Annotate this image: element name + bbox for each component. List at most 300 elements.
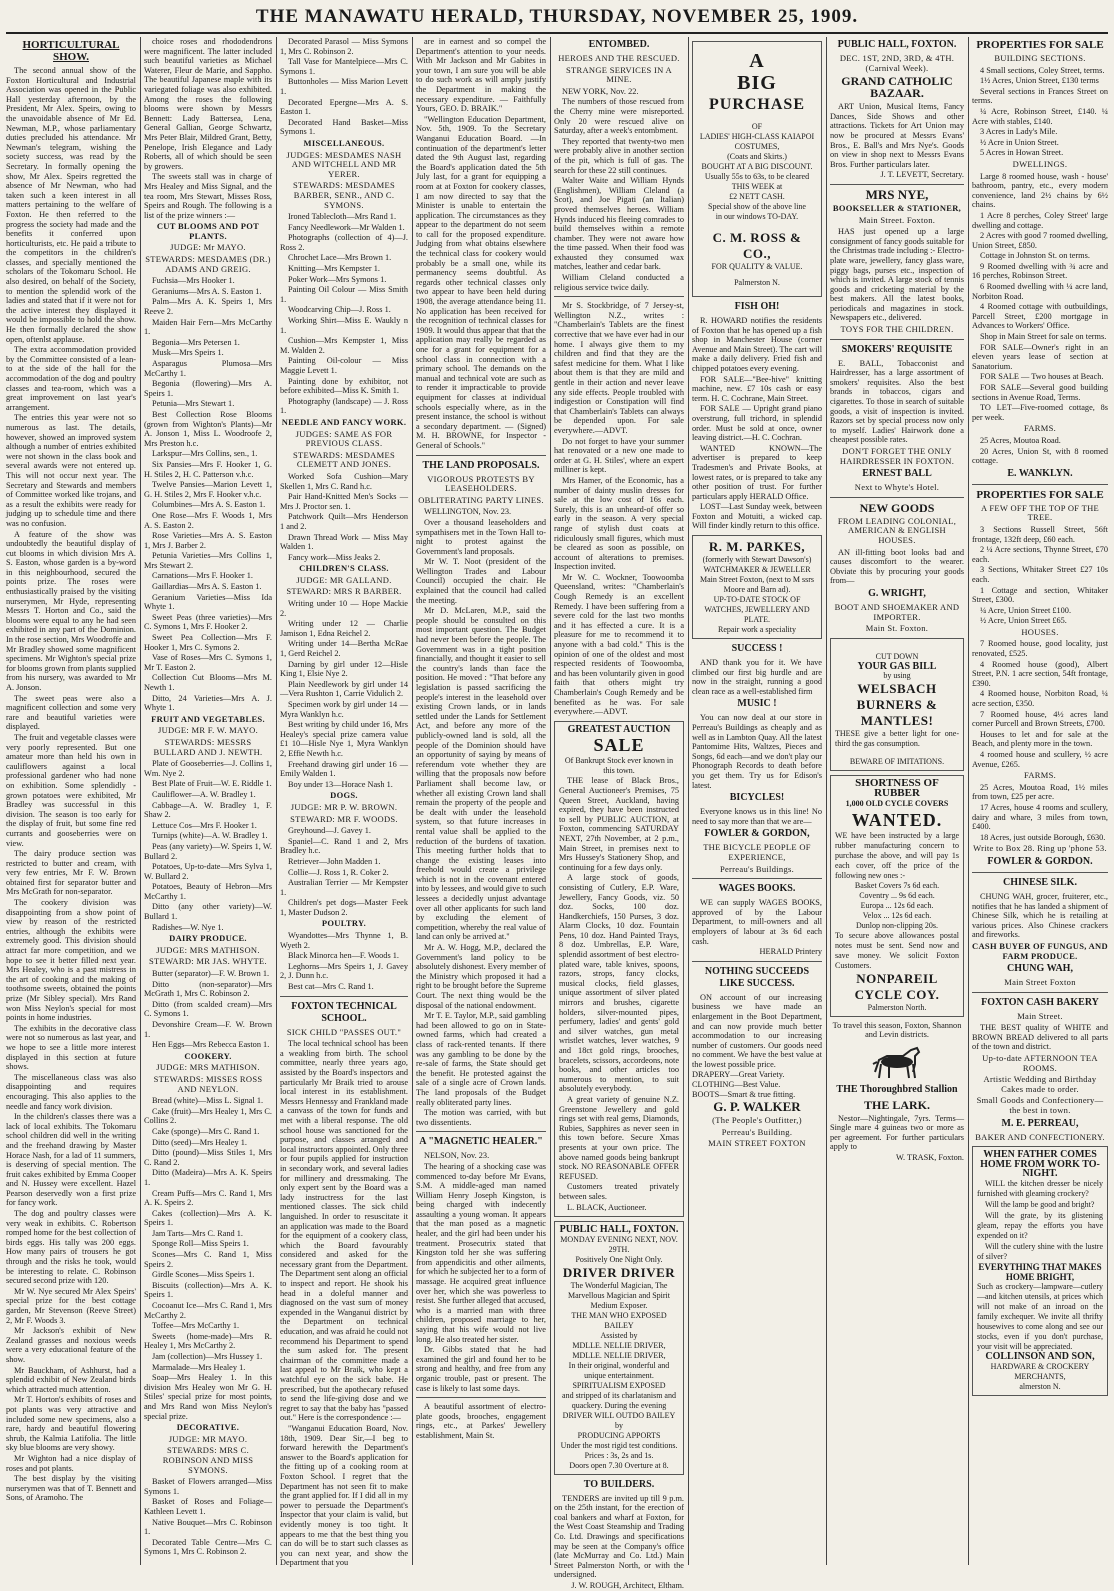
property-item: FOR SALE — Two houses at Beach. [980, 372, 1104, 382]
prize-entry: Working Shirt—Miss E. Waukly n 1. [280, 316, 408, 335]
travel-text: To travel this season, Foxton, Shannon and Levin districts. [832, 1020, 962, 1040]
prize-entry: Lettuce Cos—Mrs F. Hooker 1. [152, 820, 257, 830]
few-heading: A FEW OFF THE TOP OF THE TREE. [980, 502, 1100, 523]
property-item: Cottage in Johnston St. on terms. [980, 251, 1090, 261]
col4-top: are in earnest and so compel the Department's attention to your needs. With Mr Jackson and Mr Gabites in your town, I am sure you will be able to do such work as will amply justify the Department in making the necessary expenditure. — Faithfully Yours, GEO. D. BRAIK." [416, 37, 546, 114]
section-judge: JUDGE: MR GALLAND. [296, 574, 392, 585]
article-paragraph: WELLINGTON, Nov. 23. [424, 507, 512, 517]
land-proposals-heading: THE LAND PROPOSALS. [422, 459, 540, 471]
column-divider [826, 37, 827, 1565]
bakery-cake: Artistic Wedding and Birthday Cakes made to order. [983, 1074, 1097, 1094]
small-ads [692, 375, 822, 532]
prize-entry: Writing under 14—Bertha McRae 1, Gerd Reichel 2. [280, 639, 408, 659]
prize-entry: Greyhound—J. Gavey 1. [288, 826, 371, 836]
article-paragraph: NELSON, Nov. 23. [424, 1151, 490, 1161]
builders-sign: J. W. ROUGH, Architect, Eltham. [571, 1581, 684, 1591]
music-heading: MUSIC ! [737, 698, 777, 710]
column-4 [416, 37, 546, 1565]
fish-text: R. HOWARD notifies the residents of Foxton that he has opened up a fish shop in Manchester House (corner Avenue and Main Street). The cart will make a daily delivery. Fried fish and chipped potatoes every evening. [692, 316, 822, 373]
article-paragraph: "Wellington Education Department, Nov. 5th, 1909. To the Secretary Wanganui Education Board. —In continuation of the department's letter dated the 9th August last, regarding the Board's application dated the 5th July last, for a grant for equipping a room at at Foxton for cookery classes, I am now directed to say that the Minister is unable to entertain the application. The circumstances as they appear to the department do not seem to call for the proposed expenditure. Judging from what obtains elsewhere the technical class for cookery would probably be a small one, while its permanency seems doubtful. As regards other technical classes only two appear to have been held during 1908, the average attendance being 11. No application has been received for the recognition of technical classes for 1909. It would thus appear that that the application may really be regarded as one for a grant for equipment for a school class in connection with a primary school. The demands on the manual and technical vote are such as to render it impracticable to provide equipment for classes at individual schools especially where, as in the present instance, the school is without a secondary department. — (Signed) M. H. BROWNE, for Inspector - General of Schools." [416, 114, 546, 450]
column-7 [830, 37, 964, 1565]
houses-list [972, 639, 1108, 769]
column-divider [412, 37, 413, 1565]
wanklyn-name: E. WANKLYN. [1007, 467, 1073, 479]
property-item: 1½ Acres, Union Street, £130 terms [980, 76, 1099, 86]
prize-entry: Geraniums—Mrs A. S. Easton 1. [152, 286, 262, 296]
section-title: POULTRY. [321, 918, 367, 929]
prize-entry: Knitting—Mrs Kempster 1. [288, 264, 380, 274]
property-item: 25 Acres, Moutoa Road, 1½ miles from town, £25 per acre. [972, 782, 1108, 802]
prize-entry: Leghorns—Mrs Speirs 1, J. Gavey 2, J. Dunn h.c. [280, 961, 408, 981]
divider [416, 1397, 546, 1398]
dwellings-heading: DWELLINGS. [1012, 158, 1068, 169]
tyre-item: Coventry ... 9s 6d each. [859, 890, 935, 900]
horticultural-heading: HORTICULTURAL SHOW. [22, 39, 120, 63]
auction-paragraph: THE lease of Black Bros., General Auctioneer's Premises, 75 Queen Street, Auckland, having expired, they have been instructed to sell by PUBLIC AUCTION, at Foxton, commencing SATURDAY NEXT, 27th November, at 2 p.m., Main Street, in premises next to Mrs Hussey's Stationery Shop, and continuing for a few days only. [559, 776, 679, 872]
prize-entry: Woodcarving Chip—J. Ross 1. [288, 305, 391, 315]
bazaar-dates: DEC. 1ST, 2ND, 3RD, & 4TH. (Carnival Week). [839, 53, 955, 73]
article-paragraph: The fruit and vegetable classes were very poorly represented. But one amateur more than held his own in cauliflowers against a local professional gardener who had none on exhibition. Some splendidly - grown potatoes were exhibited, Mr Bradley was successful in this division. The season is too early for the display of fruit, but some fine red currants and gooseberries were on view. [6, 732, 136, 848]
property-item: Large 8 roomed house, wash - house' bathroom, pantry, etc., every modern convenience, land 2½ chains by 6½ chains. [972, 171, 1108, 210]
section-stewards: STEWARDS: MESSRS BULLARD AND J. NEWTH. [153, 736, 263, 757]
welsbach-advert [830, 638, 964, 772]
auction-paragraph: A large stock of goods, consisting of Cutlery, E.P. Ware, Jewellery, Fancy Goods, viz. 50 doz. Socks, 100 doz. Handkerchiefs, 150 Purses, 3 doz. Alarm Clocks, 10 doz. Fountain Pens, 10 doz. Hand Painted Trays, 8 doz. Umbrellas, E.P. Ware, splendid assortment of best electro-plated ware, table knives, spoons, razors, strops, fancy clocks, musical clocks, field glasses, unique assortment of silver plated mirrors and brushes, cigarette holders, silver-mounted pipes, perfumery, ladies' and gents' gold and silver watches, gun metal wristlet watches, lever watches, 9 and 18ct gold rings, brooches, bracelets, scissors, accordeons, note books, and other articles too numerous to mention, to suit absolutely everybody. [559, 873, 679, 1094]
small-ad: FOR SALE — Upright grand piano overstrung, full trichord, in splendid order. Must be sold at once, owner leaving district.—H. C. Cochran. [692, 404, 822, 443]
decorative-items [280, 37, 408, 137]
new-goods-sub: FROM LEADING COLONIAL, AMERICAN & ENGLISH HOUSES. [837, 515, 957, 545]
article-paragraph: They reported that twenty-two men were probably alive in another section of the pit, which is full of gas. The search for these 22 still continues. [554, 136, 684, 175]
article-paragraph: The hearing of a shocking case was commenced to-day before Mr Evans, S.M. A middle-aged man named William Henry Joseph Kingston, is being charged with indecently assaulting a young woman. It appears that the man posed as a magnetic healer, and the girl had been under his treatment. Prosecutrix stated that Kingston told her she was suffering from appendicitis and other ailments, for which he subjected her to a form of massage. He acquired great influence over her, which she was powerless to resist. She further alleged that accused, who is a married man with three children, proposed marriage to her, saying that his wife would not live long. He also treated her sister. [416, 1161, 546, 1344]
building-heading: BUILDING SECTIONS. [994, 53, 1086, 63]
advert-paragraph: Mr W. C. Wockner, Toowoomba Queensland, writes: "Chamberlain's Cough Remedy is an excellent Remedy. I have been suffering from a severe cold for the last two months and it has effected a cure. It is a pleasure for me to recommend it to anyone with a bad cold." This is the opinion of one of the oldest and most respected residents of Toowoomba, and has been voluntarily given in good faith that others might try Chamberlain's Cough Remedy and be benefited as he was. For sale everywhere.—ADVT. [554, 572, 684, 717]
gas-bill: YOUR GAS BILL [857, 660, 937, 672]
prize-entry: Ironed Tablecloth—Mrs Rand 1. [288, 212, 397, 222]
prize-entry: Sweet Peas (three varieties)—Mrs C. Symons 1, Mrs F. Hooker 2. [144, 612, 272, 632]
ross-name: C. M. ROSS & CO., [712, 230, 802, 261]
prize-entry: Columbines—Mrs A. S. Easton 1. [152, 500, 266, 510]
section-title: NEEDLE AND FANCY WORK. [281, 416, 407, 427]
prize-entry: Butter (separator)—F. W. Brown 1. [152, 969, 270, 979]
prize-entry: Darning by girl under 12—Hisle King 1, Elsie Nye 2. [280, 659, 408, 679]
bazaar-title: GRAND CATHOLIC BAZAAR. [841, 74, 953, 101]
nye-addr: Main Street. Foxton. [858, 214, 936, 225]
father-heading: WHEN FATHER COMES HOME FROM WORK TO-NIGHT. [980, 1149, 1100, 1180]
bicycles-text: Everyone knows us in this line! No need to say more than that we are— [692, 807, 822, 826]
bazaar-hall: PUBLIC HALL, FOXTON. [837, 39, 957, 50]
fowler-gordon: FOWLER & GORDON. [987, 855, 1093, 867]
bakery-small: Small Goods and Confectionery—the best in town. [976, 1095, 1104, 1116]
section-judge: JUDGES: MESDAMES NASH AND WITCHELL AND MR YERER. [286, 149, 402, 179]
article-paragraph: The exhibits in the decorative class were not so numerous as last year, and we hope to see a little more interest displayed in this section at future shows. [6, 1023, 136, 1072]
section-title: DECORATIVE. [176, 1422, 240, 1433]
section-judge: JUDGE: MR F. W. MAYO. [157, 725, 258, 736]
hall-line: and stripped of its charlatanism and quackery. During the evening [562, 1390, 676, 1410]
divider [830, 497, 964, 498]
purchase-line: (Coats and Skirts.) [727, 152, 787, 161]
hall-line: Doors open 7.30 Overture at 8. [569, 1460, 669, 1470]
farms-list [972, 436, 1108, 466]
ernest-sub: Next to Whyte's Hotel. [854, 482, 940, 493]
prize-entry: Cocoanut Ice—Mrs C. Rand 1, Mrs McCarthy 2. [144, 1301, 272, 1320]
success-heading: SUCCESS ! [731, 643, 783, 655]
article-paragraph: The dairy produce section was restricted to butter and cream, with very few entries, Mr F. W. Brown obtained first for separator butter and Mrs McGrath for non-separator. [6, 849, 136, 897]
prize-list [144, 222, 272, 1557]
hall-line: SPIRITUALISM EXPOSED [572, 1380, 666, 1390]
nothing-list [692, 1070, 822, 1099]
horse-icon [867, 1042, 927, 1082]
prize-entry: Twelve Pansies—Marion Levett 1, G. H. Stiles 2, Mrs F. Hooker v.h.c. [144, 480, 272, 499]
prize-entry: Plain Needlework by girl under 14—Vera Rushton 1, Carrie Vidulich 2. [280, 679, 408, 699]
prize-entry: Toffee—Mrs McCarthy 1. [152, 1321, 240, 1331]
father-line: Will the cutlery shine with the lustre of silver? [977, 1242, 1103, 1261]
parkes-line: UP-TO-DATE STOCK OF WATCHES, JEWELLERY AND PLATE. [704, 595, 810, 625]
hall-line: The Wonderful Magician, The Marvellous Magician and Spirit Medium Exposer. [568, 1280, 670, 1310]
success-text: AND thank you for it. We have climbed our first big hurdle and are now in the straight, running a good clean race as a well-established firm [692, 658, 822, 696]
section-judge: JUDGE: MR MAYO. [168, 1433, 248, 1444]
prize-entry: Painting Oil-colour — Miss Maggie Levett 1. [280, 356, 408, 375]
smokers-text: E. BALL, Tobacconist and Hairdresser, has a large assortment of smokers' requisites. Also the best brands in tobaccos, cigars and cigarettes. To those in search of suitable goods, a visit of inspection is invited. Razors set by special process now only to myself. Ladies' Hairwork done a cheapest possible rates. [830, 358, 964, 445]
collinson-advert [972, 1146, 1108, 1396]
property-item: 5 Acres in Howan Street. [980, 148, 1064, 158]
divider [692, 961, 822, 962]
purchase-line: in our windows TO-DAY. [715, 212, 799, 221]
collinson-sub: HARDWARE & CROCKERY MERCHANTS, [990, 1361, 1090, 1381]
small-ad: WANTED KNOWN—The advertiser is prepared to keep Tradesmen's and Private Books, at lowest rates, or is prepared to take any other position of trust. For further particulars apply HERALD Office. [692, 443, 822, 501]
prize-entry: Cauliflower—A. W. Bradley 1. [152, 789, 256, 799]
prize-entry: Collection Cut Blooms—Mrs M. Newth 1. [144, 673, 272, 692]
prize-entry: Decorated Epergne—Mrs A. S. Easton 1. [280, 97, 408, 117]
masthead [0, 0, 1114, 30]
fish-heading: FISH OH! [734, 301, 780, 312]
nothing-item: CLOTHING—Best Value. [692, 1080, 781, 1090]
article-paragraph: Mr Wighton had a nice display of roses and pot plants. [6, 1453, 136, 1473]
parkes-advert: A beautiful assortment of electro-plate goods, brooches, engagement rings, etc., at Parkes' Jewellery establishment, Main St. [416, 1402, 546, 1440]
prize-entry: Cake (fruit)—Mrs Healey 1, Mrs C. Collins 2. [144, 1106, 272, 1126]
hall-line: PRODUCING APPORTS [577, 1430, 661, 1440]
prize-entry: Maiden Hair Fern—Mrs McCarthy 1. [144, 317, 272, 337]
prize-entry: Soap—Mrs Healey 1. In this division Mrs Healey won Mr G. H. Stiles' special prize for most points, and Mrs Rand won Miss Neylon's special prize. [144, 1373, 272, 1421]
prize-entry: Ditto (pound)—Miss Stiles 1, Mrs C. Rand 2. [144, 1148, 272, 1167]
property-item: Houses to let and for sale at the Beach, and plenty more in the town. [972, 729, 1108, 749]
prize-entry: Basket of Roses and Foliage—Kathleen Levett 1. [144, 1497, 272, 1516]
section-title: CHILDREN'S CLASS. [299, 563, 389, 574]
everything-heading: EVERYTHING THAT MAKES HOME BRIGHT, [978, 1262, 1102, 1282]
prize-entry: Scones—Mrs C. Rand 1, Miss Speirs 2. [144, 1250, 272, 1269]
fowler-addr: Perreau's Buildings. [719, 863, 795, 874]
big-purchase-advert [692, 41, 822, 297]
auction-text [559, 776, 679, 1212]
article-paragraph: "Wanganui Education Board, Nov. 18th, 1909. Dear Sir,—I beg to forward herewith the Department's answer to the Board's application for the fitting up of a cooking room at Foxton School. I regret that the Department has not seen fit to make the grant applied for. If I did all in my power to persuade the Department's Inspector that your claim is valid, but evidently money is too tight. It appears to me that the best thing you can do will be to start such classes as you can next year, and show the Department that you [280, 1423, 408, 1568]
prize-entry: Freehand drawing girl under 16 —Emily Walden 1. [280, 759, 408, 779]
prize-entry: Fuchsia—Mrs Hooker 1. [152, 276, 235, 286]
parkes-addr: Main Street Foxton, (next to M ssrs Moore and Barn ad). [700, 575, 814, 595]
shortness-heading: SHORTNESS OF RUBBER [855, 777, 939, 799]
section-judge: JUDGE: MRS MATHISON. [156, 944, 260, 955]
prize-entry: Children's pet dogs—Master Feek 1, Master Dudson 2. [280, 898, 408, 917]
father-line: Will the grate, by its glistening gleam, repay the efforts you have expended on it? [977, 1211, 1103, 1240]
hall-text [559, 1281, 679, 1471]
cut-down: CUT DOWN [875, 651, 919, 661]
prize-entry: Radishes—W. Nye 1. [152, 922, 224, 932]
prize-entry: Larkspur—Mrs Collins, sen., 1. [152, 449, 258, 459]
property-item: 7 Roomed house, good locality, just renovated, £525. [972, 639, 1108, 659]
prize-entry: Plate of Gooseberries—J. Collins 1, Wm. Nye 2. [144, 759, 272, 778]
small-ad: FOR SALE—"Bee-hive" knitting machine, new. £7 10s cash or easy term. H. C. Cochrane, Main Street. [692, 374, 822, 403]
houses-heading: HOUSES. [1021, 626, 1059, 637]
tyres-text: To secure above allowances postal notes must be sent. Send now and save money. We solicit Foxton Customers. [835, 930, 959, 970]
section-title: FRUIT AND VEGETABLES. [151, 713, 265, 724]
auction-heading: GREATEST AUCTION [567, 723, 671, 735]
masthead-title: THE MANAWATU HERALD, THURSDAY, NOVEMBER 25, 1909. [255, 6, 859, 27]
prize-entry: Ditto (Madeira)—Mrs A. K. Speirs 1. [144, 1168, 272, 1187]
masthead-rule [6, 32, 1108, 34]
big-purchase-word: BIG [737, 72, 777, 94]
column-1 [6, 37, 136, 1565]
section-judge: JUDGE: MRS MATHISON. [156, 1062, 260, 1073]
hall-driver: DRIVER DRIVER [562, 1264, 676, 1280]
public-hall-driver-advert [554, 1221, 684, 1475]
section-judge: JUDGE: MR P. W. BROWN. [290, 801, 398, 812]
article-paragraph: The extra accommodation provided by the Committee consisted of a lean-to at the side of the hall for the accommodation of the dog and poultry classes and tea-room, which was a great improvement on last year's arrangement. [6, 345, 136, 412]
tyre-item: Velox ... 12s 6d each. [862, 910, 932, 920]
column-6 [692, 37, 822, 1565]
prize-entry: Peas (any variety)—W. Speirs 1, W. Bullard 2. [144, 841, 272, 861]
property-item: 7 Roomed house, 4½ acres land corner Purcell and Brown Streets, £700. [972, 709, 1108, 729]
perreau-name: M. E. PERREAU, [1001, 1117, 1079, 1129]
purchase-line: Special show of the above line [708, 202, 806, 211]
prize-entry: Ditto (from scalded cream)—Mrs C. Symons 1. [144, 999, 272, 1019]
article-paragraph: Dr. Gibbs stated that he had examined the girl and found her to be strong and healthy, and free from any organic trouble, past or present. The case is likely to last some days. [416, 1345, 546, 1393]
perreau-sub: BAKER AND CONFECTIONERY. [975, 1131, 1105, 1142]
property-item: 6 Roomed dwelling with ¼ acre land, Norbiton Road. [972, 282, 1108, 301]
collinson-name: COLLINSON AND SON, [985, 1351, 1095, 1363]
property-item: 20 Acres, Union St, with 8 roomed cottage. [972, 446, 1108, 466]
big-purchase-word: A [749, 50, 765, 72]
article-paragraph: The second annual show of the Foxton Horticultural and Industrial Association was opened in the Public Hall yesterday afternoon, by the President, Mr Alex. Speirs, owing to the unavoidable absence of Mr Ed. Newman, M.P., whose parliamentary duties precluded his attendance. Mr Newman's telegram, wishing the society success, was read by the Secretary. In formally opening the show, Mr Alex. Speirs regretted the absence of Mr Newman, who had taken such a keen interest in all matters pertaining to the welfare of Foxton. He then referred to the progress the society had made and the benefits it conferred upon horticulturists, etc. He paid a tribute to the competitors in the children's classes, and specially mentioned the scholars of the Tokomaru School. He also desired, on behalf of the Society, to mention the splendid work of the ladies and stated that if it were not for the active interest they displayed it would be impossible to hold the show. He then formally declared the show open, oftenlst applause. [6, 66, 136, 344]
property-item: 9 Roomed dwelling with ¾ acre and 16 perches, Robinson Street. [972, 261, 1108, 281]
prize-entry: Musk—Mrs Speirs 1. [152, 348, 224, 358]
property-item: 17 Acres, house 4 rooms and scullery, dairy and whare, 3 miles from town, £400. [972, 802, 1108, 832]
prize-entry: Decorated Table Centre—Mrs C. Symons 1, Mrs C. Robinson 2. [144, 1537, 272, 1557]
purchase-line: THIS WEEK at [731, 182, 783, 191]
hall-line: Assisted by [600, 1330, 638, 1340]
advert-paragraph: Mr S. Stockbridge, of 7 Jersey-st, Wellington N.Z., writes : "Chamberlain's Tablets are the finest corrective that we have ever had in our home. I always give them to my children and find that they are the safest medicine for them. What I like about them is that they are mild and gentle in their action and never leave any side effects. People troubled with indigestion or Constipation will find that Chamberlain's Tablets can always be depended upon. For sale everywhere.—ADVT. [554, 301, 684, 435]
wright-addr: Main St. Foxton. [865, 623, 929, 634]
land-proposals-article [416, 507, 546, 1127]
section-title: CUT BLOOMS AND POT PLANTS. [156, 221, 260, 241]
divider [972, 872, 1108, 873]
nye-text: HAS just opened up a large consignment of fancy goods suitable for the Christmas trade including :- Electro-plate ware, jewellery, fancy glass ware, piggy bags, purses etc., inspection of which is invited. A large stock of tennis goods and cricketing material by the best makers. All the latest books, periodicals and magazines in stock. Newspapers etc., delivered. [830, 227, 964, 323]
prize-entry: Painting done by exhibitor, not before exhibited—Miss K. Smith 1. [280, 376, 408, 396]
reading-adverts [554, 301, 684, 717]
hall-line: THE MAN WHO EXPOSED BAILEY [571, 1310, 667, 1330]
prize-entry: Cabbage—A. W. Bradley 1, F. Shaw 2. [144, 800, 272, 820]
article-paragraph: NEW YORK, Nov. 22. [562, 86, 639, 96]
dwellings-list [972, 172, 1108, 423]
property-item: ½ Acre in Union Street. [980, 137, 1059, 147]
prize-entry: One Rose—Mrs F. Woods 1, Mrs A. S. Easton 2. [144, 510, 272, 530]
prize-entry: Bread (white)—Miss L. Signal 1. [152, 1096, 264, 1106]
section-title: DOGS. [330, 790, 358, 801]
parkes-sub: (formerly with Stewart Dawson's) WATCHMAKER & JEWELLER [702, 555, 812, 575]
prize-entry: Specimen work by girl under 14 —Myra Wanklyn h.c. [280, 700, 408, 719]
auction-sale-word: SALE [593, 735, 645, 756]
bakery-heading: FOXTON CASH BAKERY [981, 996, 1099, 1008]
nothing-item: DRAPERY—Great Variety. [692, 1070, 785, 1080]
prize-entry: Sweets (home-made)—Mrs R. Healey 1, Mrs McCarthy 2. [144, 1331, 272, 1351]
property-item: 3 Sections, Whitaker Street £27 10s each. [972, 565, 1108, 584]
bicycles-heading: BICYCLES! [729, 792, 785, 804]
wages-text: WE can supply WAGES BOOKS, approved of by the Labour Department, to mill-owners and all employers of labour at 3s 6d each cash. [692, 898, 822, 946]
collinson-town: almerston N. [1019, 1381, 1061, 1391]
land-proposals-sub2: OBLITERATING PARTY LINES. [418, 494, 544, 505]
bazaar-sign: J. T. LEVETT, Secretary. [880, 170, 964, 180]
entombed-sub1: HEROES AND THE RESCUED. [558, 53, 680, 63]
property-item: 4 Roomed cottage with outbuildings, Parcell Street, £200 mortgage in Advances to Workers' Office. [972, 302, 1108, 331]
prize-entry: Petunia Varieties—Mrs Collins 1, Mrs Stewart 2. [144, 551, 272, 570]
prize-entry: Potatoes, Up-to-date—Mrs Sylva 1, W. Bullard 2. [144, 862, 272, 881]
section-title: MISCELLANEOUS. [303, 137, 385, 148]
prize-entry: Cakes (collection)—Mrs A. K. Speirs 1. [144, 1208, 272, 1228]
section-title: COOKERY. [184, 1050, 232, 1061]
advert-paragraph: Do not forget to have your summer hat renovated or a new one made to order at G. H. Stiles', where an expert milliner is kept. [554, 436, 684, 475]
hall-line: In their original, wonderful and unique entertainment. [568, 1360, 670, 1380]
farms-list-2 [972, 783, 1108, 843]
parkes-advert-box [692, 535, 822, 639]
prize-entry: Cushion—Mrs Kempster 1, Miss M. Walden 2. [280, 336, 408, 355]
nonpareil-town: Palmerston North. [867, 1002, 927, 1012]
purchase-line: £2 NETT CASH. [729, 192, 785, 201]
walker-sub: (The People's Outfitter,) [712, 1115, 802, 1126]
tyre-item: Dunlop non-clipping 20s. [856, 920, 938, 930]
prize-entry: Sweet Pea Collection—Mrs F. Hooker 1, Mrs C. Symons 2. [144, 633, 272, 652]
auction-paragraph: Customers treated privately between sales. [559, 1182, 679, 1201]
horticultural-article [6, 66, 136, 1503]
tyre-item: Europa ... 12s 6d each. [860, 900, 934, 910]
auction-paragraph: L. BLACK, Auctioneer. [567, 1202, 647, 1212]
hall-line: DRIVER WILL OUTDO BAILEY [562, 1410, 676, 1420]
section-stewards: STEWARDS: MESDAMES (DR.) ADAMS AND GREIG. [145, 254, 271, 274]
article-paragraph: The cookery division was disappointing from a show point of view by reason of the restricted entries, although the exhibits were extremely good. This division should attract far more competition, and we hope to see it better filled next year. Mrs Healey, who is a past mistress in the art of cooking and the making of toothsome sweets, obtained the points prize (Mr Sibley special). Mrs Rand won Miss Neylon's special for most points in home industries. [6, 898, 136, 1023]
prize-entry: Carnations—Mrs F. Hooker 1. [152, 571, 253, 581]
silk-heading: CHINESE SILK. [1003, 876, 1077, 888]
column-2 [144, 37, 272, 1565]
property-item: 18 Acres, just outside Borough, £630. [980, 832, 1106, 842]
chung-addr: Main Street Foxton [1004, 977, 1076, 988]
property-item: 3 Sections Russell Street, 56ft frontage, 132ft deep, £60 each. [972, 524, 1108, 544]
wages-sign: HERALD Printery [759, 947, 822, 957]
properties-heading: PROPERTIES FOR SALE [976, 39, 1104, 51]
lark-text: Nestor—Nightingale, 7yrs. Terms—Single mare 4 guineas two or more as per agreement. For further particulars apply to [830, 1113, 964, 1152]
column-5 [554, 37, 684, 1591]
builders-heading: TO BUILDERS. [583, 1478, 655, 1490]
hall-date: MONDAY EVENING NEXT, NOV. 29TH. [560, 1234, 678, 1254]
buyer-heading: CASH BUYER OF FUNGUS, AND FARM PRODUCE. [972, 940, 1108, 961]
article-paragraph: The numbers of those rescued from the Cherry mine were misreported. Only 20 were rescued alive on Saturday, after a week's entombment. [554, 97, 684, 136]
rubber-advert [830, 775, 964, 1016]
prize-entry: Writing under 12 — Charlie Jamison 1, Edna Reichel 2. [280, 619, 408, 638]
prize-entry: Native Bouquet—Mrs C. Robinson 1. [144, 1517, 272, 1537]
divider [972, 484, 1108, 485]
wages-heading: WAGES BOOKS. [718, 883, 796, 895]
section-stewards: STEWARD: MR F. WOODS. [290, 813, 398, 824]
hall-heading: PUBLIC HALL, FOXTON. [559, 1224, 679, 1236]
divider [692, 878, 822, 879]
column-8 [972, 37, 1108, 1565]
hall-line: MDLLE. NELLIE DRIVER, [572, 1340, 666, 1350]
music-text: You can now deal at our store in Perreau's Buildings as cheaply and as well as in Lambton Quay. All the latest Pantomime Hits, Waltzes, Pieces and Songs, 6d each—and we don't play our Phonograph Records to death before you get them. Try us for Edison's latest. [692, 713, 822, 790]
prize-entry: Asparagus Plumosa—Mrs McCarthy 1. [144, 359, 272, 378]
land-proposals-sub1: VIGOROUS PROTESTS BY LEASEHOLDERS. [427, 473, 535, 494]
hall-line: MDLLE. NELLIE DRIVER, [572, 1350, 666, 1360]
hall-sub: Positively One Night Only. [575, 1254, 663, 1264]
prize-entry: Best cat—Mrs C. Rand 1. [288, 982, 374, 992]
ross-town: Palmerston N. [734, 278, 780, 287]
article-paragraph: Walter Waite and William Hynds (Englishmen), William Cleland (a Scot), and Joe Pigati (an Italian) proved themselves heroes. William Hynds induced his fleeing comrades to build themselves within a remote chamber. They were not aware how the time passed. When their food was exhausted they consumed wax matches, leather and cedar bark. [554, 176, 684, 272]
prize-entry: Photographs (collection of 4)—J. Ross 2. [280, 233, 408, 252]
property-item: Several sections in Frances Street on terms. [972, 86, 1108, 106]
prize-entry: Poker Work—Mrs Symons 1. [288, 274, 387, 284]
magnetic-healer-article [416, 1151, 546, 1393]
smokers-heading: SMOKERS' REQUISITE [841, 343, 953, 355]
prize-entry: Retriever—John Madden 1. [288, 856, 381, 866]
correspondence [416, 115, 546, 451]
property-item: 2 Acres with good 7 roomed dwelling, Union Street, £850. [972, 231, 1108, 250]
prize-entry: Boy under 13—Horace Nash 1. [288, 779, 393, 789]
prize-entry: Black Minorca hen—F. Woods 1. [288, 951, 399, 961]
nothing-heading: NOTHING SUCCEEDS LIKE SUCCESS. [704, 965, 810, 989]
technical-school-subheading: SICK CHILD "PASSES OUT." [286, 1026, 402, 1037]
section-stewards: STEWARD: MRS R BARBER. [286, 586, 402, 597]
prize-entry: Best Collection Rose Blooms (grown from Wighton's Plants)—Mr A. Jonson 1, Miss L. Woodroofe 2, Mrs Preston h.c. [144, 409, 272, 448]
prize-entry: Girdle Scones—Miss Speirs 1. [152, 1270, 255, 1280]
bakery-sub: Main Street. [1017, 1010, 1063, 1021]
article-paragraph: The sweet peas were also a magnificent collection and some very rare and beautiful varieties were displayed. [6, 693, 136, 732]
farms-heading-2: FARMS. [1023, 770, 1057, 781]
prize-entry: Vase of Roses—Mrs C. Symons 1, Mr T. Easton 2. [144, 653, 272, 672]
nothing-text: ON account of our increasing business we have made an enlargement in the Boot Department, and can now provide much better accommodation to our increasing number of customers. Our goods need no comment. We have the best value at the lowest possible price. [692, 992, 822, 1069]
article-paragraph: Mr T. Horton's exhibits of roses and pot plants was very attractive and included some new specimens, also a rare, hardy and beautiful flowering shrub, the Kalmia Latifolia. The little sky blue blooms are very showy. [6, 1395, 136, 1453]
divider [416, 1131, 546, 1132]
tyre-list [835, 881, 959, 931]
section-judge: JUDGES: SAME AS FOR PREVIOUS CLASS. [295, 428, 393, 449]
article-paragraph: The motion was carried, with but two dissentients. [416, 1108, 546, 1127]
tyre-item: Basket Covers 7s 6d each. [854, 880, 940, 890]
column-divider [140, 37, 141, 1565]
nye-name: MRS NYE, [865, 186, 929, 202]
prize-entry: Pair Hand-Knitted Men's Socks —Mrs J. Proctor sen. 1. [280, 492, 408, 511]
auction-paragraph: A great variety of genuine N.Z. Greenstone Jewellery and gold rings set with real gems, Diamonds, Rubies, Sapphires as never seen in this town before. Secure Xmas presents at your own price. The above named goods being bankrupt stock. NO REASONABLE OFFER REFUSED. [559, 1094, 679, 1181]
hall-line: Under the most rigid test conditions. [560, 1440, 678, 1450]
prize-entry: Tall Vase for Mantelpiece—Mrs C. Symons 1. [280, 57, 408, 76]
prize-entry: Best writing by child under 16, Mrs Healey's special prize camera value £1 10—Hisle Nye 1, Myra Wanklyn 2, Effie Newth h.c. [280, 720, 408, 758]
prize-entry: Begonia (flowering)—Mrs A. Speirs 1. [144, 379, 272, 398]
nye-toys: TOYS FOR THE CHILDREN. [840, 324, 954, 335]
prize-entry: Petunia—Mrs Stewart 1. [152, 399, 235, 409]
everything-text: Such as crockery—lampware—cutlery—and kitchen utensils, at prices which will not make of an inroad on the family exchequer. We invite all thrifty housewives to come along and see our stocks, even if you don't purchase, your visit will be appreciated. [977, 1282, 1103, 1352]
prize-entry: Ditto, 24 Varieties—Mrs A. J. Whyte 1. [144, 693, 272, 713]
property-item: FOR SALE—Owner's right in an eleven years lease of section at Sanatorium. [972, 342, 1108, 371]
ernest-name: ERNEST BALL [862, 468, 932, 480]
prize-entry: Jam Tarts—Mrs C. Rand 1. [152, 1228, 243, 1238]
prize-entry: Six Pansies—Mrs F. Hooker 1, G. H. Stiles 2, H. C. Patterson v.h.c. [144, 459, 272, 479]
divider [830, 339, 964, 340]
property-item: ½ Acre, Union Street £65. [980, 616, 1067, 626]
column-divider [688, 37, 689, 1565]
property-item: 1 Cottage and section, Whitaker Street, £300. [972, 585, 1108, 605]
article-paragraph: The local technical school has been a weakling from birth. The school committee, nearly three years ago, assisted by the Board's inspectors and particularly Mr Braik tried to arouse local interest in its establishment. Messrs Hennessy and Frankland made a canvass of the town for funds and met with a liberal response. The old school house was sanctioned for the purpose, and classes arranged and local instructors appointed. Only three or four pupils applied for instruction in secondary work, and several ladies for millinery and dressmaking. The only expert sent by the Board was a lady instructress for the last mentioned classes. The sick child languished. In order to resuscitate it an application was made to the Board for the equipment of a cookery class, which the Board favourably considered and asked for the necessary grant from the Department. The Department sent along an official to inspect and report. He shook his head in a doleful manner and diagnosed on the vast sum of money expended in the Wanganui district by the Department on technical education, and was afraid he could not recommend his Department to spend the sum asked for. The present chairman of the committee made a last appeal to Mr Braik, who kept a watchful eye on the sick babe. He prescribed, but the apothecary refused to send the life-giving dose and we regret to say that the baby has "passed out." Here is the correspondence :— [280, 1039, 408, 1423]
ross-sub: FOR QUALITY & VALUE. [711, 262, 803, 271]
